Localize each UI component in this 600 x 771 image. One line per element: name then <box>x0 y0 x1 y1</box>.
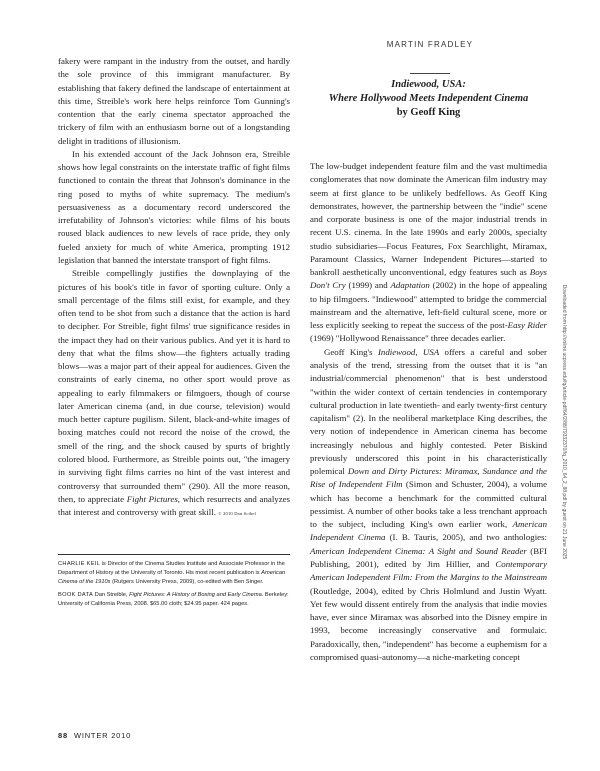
text: (BFI Publishing, 2001), edited by Jim Hillier, and <box>310 545 547 569</box>
paragraph: fakery were rampant in the industry from the outset, and hardly the sole province of this immigrant manufacturer. By establishing that fakery defined the landscape of entertainment at this time, Streible's work here helps reinforce Tom Gunning's contention that the early cinema spectator approached the trickery of film with an enthusiasm borne out of a longstanding delight in traditions of illusionism. <box>58 56 290 146</box>
paragraph <box>58 267 290 519</box>
issue-label: WINTER 2010 <box>73 731 132 740</box>
book-title: American Independent Cinema: A Sight and Sound Reader <box>310 545 527 556</box>
copyright-note: © 2010 Dan Scibel <box>218 511 257 517</box>
text: (Routledge, 2004), edited by Chris Holmlund and Justin Wyatt. Yet few would dissent entirely from the analysis that indie movies have, ever since Miramax was absorbed into the Disney empire in 1993, become increasingly conservative and formulaic. Paradoxically, then, "independent" has become a euphemism for a compromised quasi-autonomy—a niche-marketing concept <box>310 585 547 662</box>
film-title: Boys Don't Cry <box>310 267 547 291</box>
book-publication: Berkeley: University of California Press, 2008. $65.00 cloth; $24.95 paper. 424 pages. <box>58 592 289 608</box>
book-title: Fight Pictures: A History of Boxing and Early Cinema. <box>129 592 264 599</box>
paragraph-text: Streible compellingly justifies the downplaying of the pictures of his book's title in favor of sporting culture. Only a small percentage of the films still exist, for example, and they often tend to be shot from such a distance that the action is hard to decipher. For Streible, fight films' true significance resides in the impact they had on their various publics. And yet it is hard to deny that what the films show—the fighters actually trading blows—was a major part of their appeal for audiences. Given the constraints of early cinema, no other sport would prove as appealing to early filmmakers or filmgoers, though of course later American cinema (and, in due course, television) would much better capture pugilism. Silent, black-and-white images of boxing matches could not record the noise of the crowd, the smell of the ring, and the shock caused by spurts of brightly colored blood. Furthermore, as Streible points out, "the imagery in surviving fight films carries no hint of the vast interest and controversy that surrounded them" (290). All the more reason, then, to appreciate <box>58 268 290 504</box>
book-data <box>58 591 290 609</box>
text: (I. B. Tauris, 2005), and two anthologies: <box>385 532 547 543</box>
book-title: American Independent Cinema <box>310 519 547 543</box>
text: offers a careful and sober analysis of the trend, stressing from the outset that it is "an industrial/commercial phenomenon" that is best understood "within the wider context of certain tendencies in contemporary cultural production in late twentieth- and early twenty-first century capitalism" (2). In the neoliberal marketplace King describes, the very notion of independence in American cinema has become increasingly nebulous and highly contested. Peter Biskind previously underscored this point in his characteristically polemical <box>310 346 547 477</box>
book-data-label: BOOK DATA <box>58 592 94 599</box>
review-title <box>310 78 547 121</box>
author-bio-text: is Director of the Cinema Studies Institute and Associate Professor in the Department of History at the University of Toronto. His most recent publication is <box>58 561 285 576</box>
film-title: Adaptation <box>390 280 430 291</box>
text: (Simon and Schuster, 2004), a volume which has become a benchmark for the committed cultural pessimist. A number of other books take a less trenchant approach to the subject, including King's own earlier work, <box>310 479 548 530</box>
paragraph-tail: , which resurrects and analyzes that interest and controversy with great skill. <box>58 493 291 518</box>
divider <box>410 73 450 74</box>
download-notice: Downloaded from http://online.ucpress.edu/fq/article-pdf/64/2/88/79332370/fq_2010_64_2_88.pdf by guest on 21 June 2025 <box>561 284 567 560</box>
page-footer <box>58 731 131 740</box>
page-number: 88 <box>58 731 68 740</box>
film-title: Easy Rider <box>507 320 547 331</box>
author-bio-tail: (Rutgers University Press, 2009), co-edited with Ben Singer. <box>110 578 264 585</box>
text: (1969) "Hollywood Renaissance" three decades earlier. <box>310 333 506 344</box>
book-title: Fight Pictures <box>126 493 178 504</box>
right-column <box>310 160 547 664</box>
text: Geoff King's <box>324 346 378 357</box>
paragraph <box>310 346 547 664</box>
book-author: Dan Streible, <box>93 592 130 599</box>
review-title-line: Indiewood, USA: <box>391 79 466 90</box>
divider <box>58 554 290 555</box>
book-title: Indiewood, USA <box>377 346 440 357</box>
review-byline: by Geoff King <box>396 107 461 119</box>
book-title: Down and Dirty Pictures: Miramax, Sundance and the Rise of Independent Film <box>310 466 547 490</box>
author-book: American Cinema of the 1910s <box>58 569 286 585</box>
review-title-line: Where Hollywood Meets Independent Cinema <box>328 93 529 105</box>
paragraph <box>310 160 547 346</box>
author-bio <box>58 560 290 586</box>
contributor-notes <box>58 560 290 614</box>
author-name: CHARLIE KEIL <box>58 561 101 567</box>
review-author: MARTIN FRADLEY <box>386 40 474 49</box>
text: (2002) in the hope of appealing to hip filmgoers. "Indiewood" attempted to bridge the commercial mainstream and the alternative, left-field cultural scene, more or less explicitly seeking to repeat the success of the post- <box>310 280 548 331</box>
left-column <box>58 55 290 519</box>
book-title: Contemporary American Independent Film: From the Margins to the Mainstream <box>310 558 547 583</box>
text: (1999) and <box>345 280 391 291</box>
text: The low-budget independent feature film and the vast multimedia conglomerates that now dominate the American film industry may seem at first glance to be unlikely bedfellows. As Geoff King demonstrates, however, the partnership between the "indie" scene and corporate business is one of the major industrial trends in recent U.S. cinema. In the late 1990s and early 2000s, specialty studio subsidiaries—Focus Features, Fox Searchlight, Miramax, Paramount Classics, Warner Independent Pictures—started to bankroll aesthetically unconventional, edgy features such as <box>310 161 547 278</box>
paragraph: In his extended account of the Jack Johnson era, Streible shows how legal constraints on the interstate traffic of fight films functioned to contain the threat that Johnson's dominance in the ring posed to myths of white supremacy. The medium's persuasiveness as a documentary record underscored the irrefutability of Johnson's victories: while films of his bouts roused black audiences to new levels of race pride, they only fueled anxiety for much of white America, prompting 1912 legislation that banned the interstate transport of fight films. <box>58 148 290 265</box>
